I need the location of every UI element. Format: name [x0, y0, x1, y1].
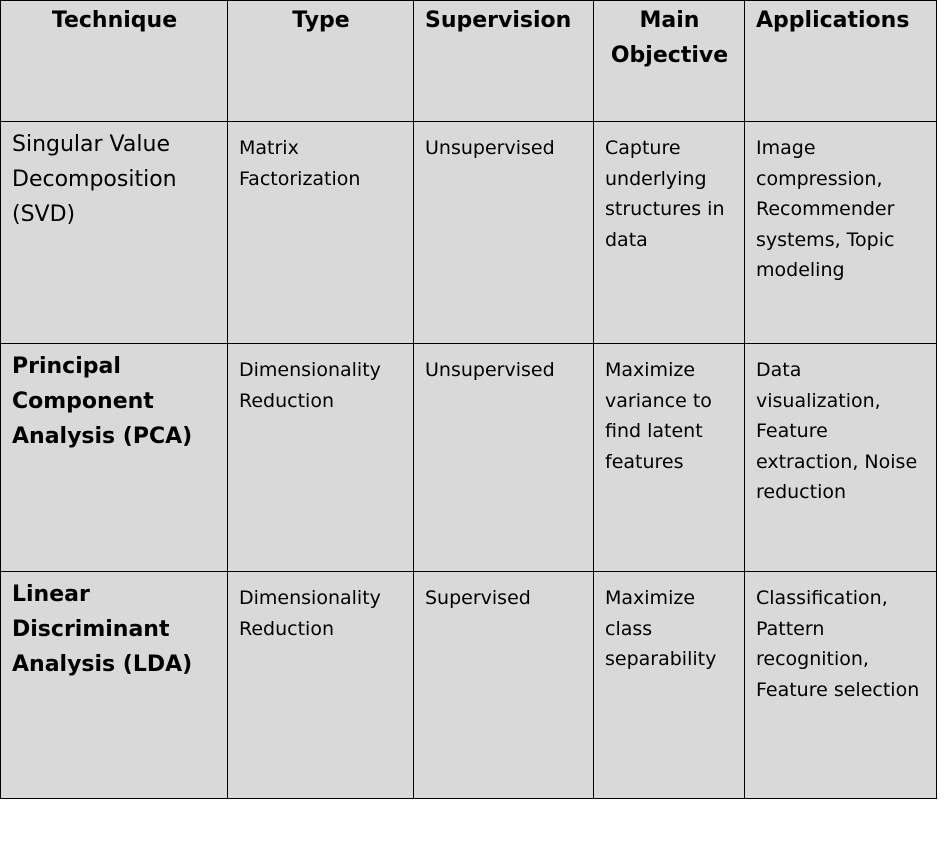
type-cell: Dimensionality Reduction — [228, 572, 414, 799]
technique-cell: Principal Component Analysis (PCA) — [1, 344, 228, 572]
table-row — [1, 344, 937, 572]
table-header-row — [1, 1, 937, 122]
applications-cell: Image compression, Recommender systems, Topic modeling — [745, 122, 937, 344]
supervision-cell: Supervised — [414, 572, 594, 799]
supervision-cell: Unsupervised — [414, 122, 594, 344]
technique-cell: Singular Value Decomposition (SVD) — [1, 122, 228, 344]
objective-cell: Maximize class separability — [594, 572, 745, 799]
table-row — [1, 122, 937, 344]
header-applications: Applications — [745, 1, 937, 122]
header-supervision: Supervision — [414, 1, 594, 122]
table-row — [1, 572, 937, 799]
objective-cell: Maximize variance to find latent features — [594, 344, 745, 572]
header-type: Type — [228, 1, 414, 122]
supervision-cell: Unsupervised — [414, 344, 594, 572]
applications-cell: Classification, Pattern recognition, Feature selection — [745, 572, 937, 799]
header-main-objective: Main Objective — [594, 1, 745, 122]
header-technique: Technique — [1, 1, 228, 122]
applications-cell: Data visualization, Feature extraction, Noise reduction — [745, 344, 937, 572]
technique-cell: Linear Discriminant Analysis (LDA) — [1, 572, 228, 799]
type-cell: Matrix Factorization — [228, 122, 414, 344]
type-cell: Dimensionality Reduction — [228, 344, 414, 572]
objective-cell: Capture underlying structures in data — [594, 122, 745, 344]
